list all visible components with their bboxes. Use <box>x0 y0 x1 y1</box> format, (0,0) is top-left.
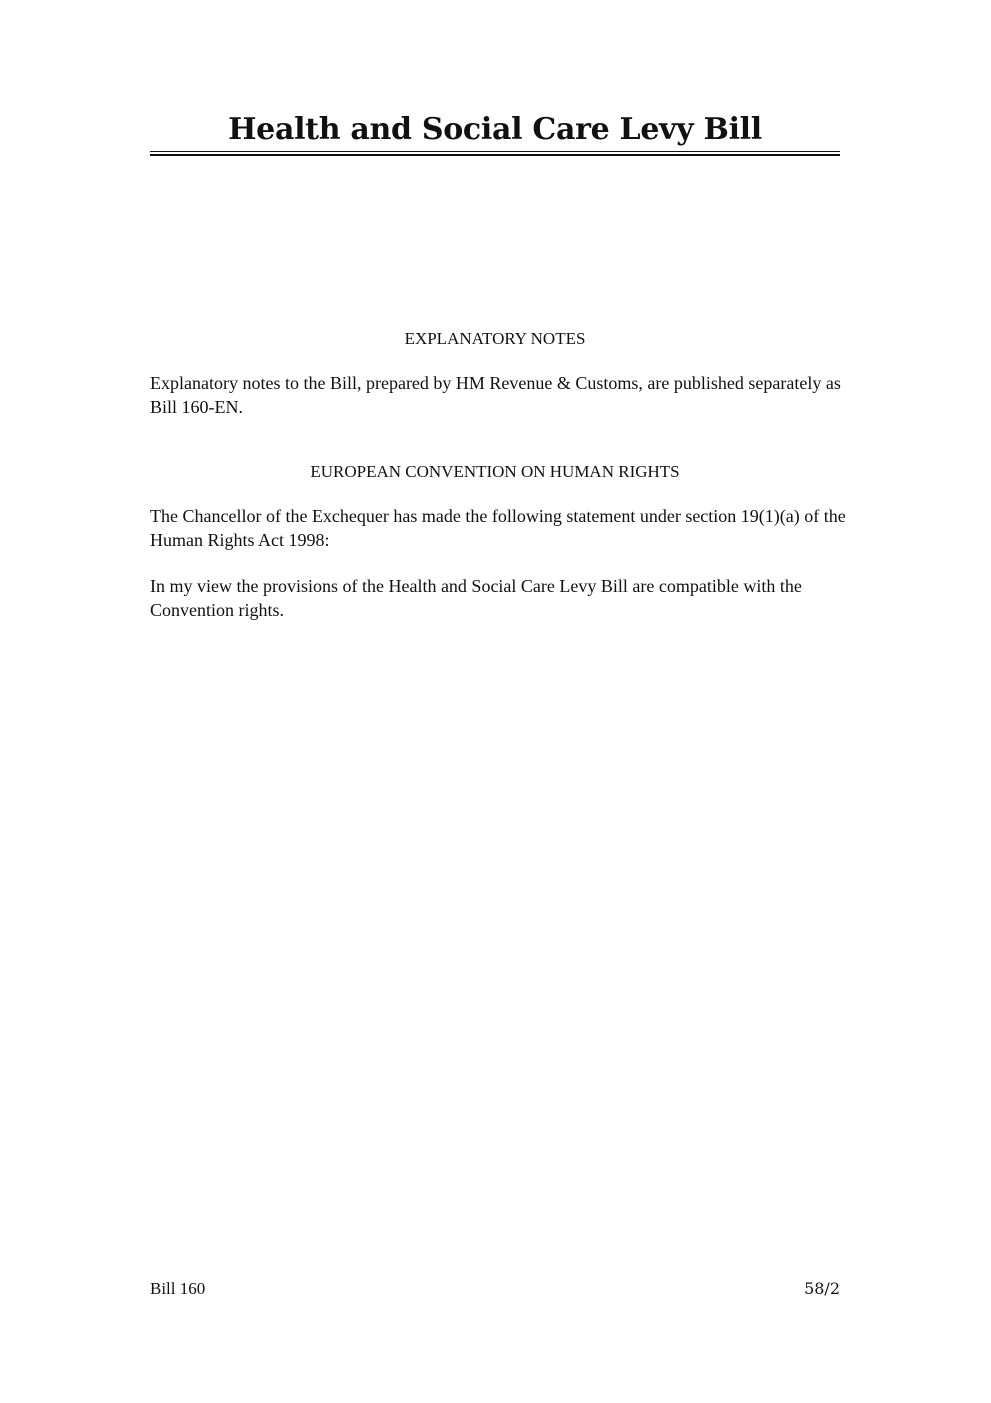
title-rule-thin <box>150 151 840 152</box>
explanatory-notes-heading: EXPLANATORY NOTES <box>404 329 586 348</box>
explanatory-notes-paragraph: Explanatory notes to the Bill, prepared by HM Revenue & Customs, are published separately as Bill 160-EN. <box>150 373 841 417</box>
title-rule-thick <box>150 154 840 156</box>
echr-statement-intro: The Chancellor of the Exchequer has made the following statement under section 19(1)(a) of the Human Rights Act 1998: <box>150 506 846 550</box>
echr-heading: EUROPEAN CONVENTION ON HUMAN RIGHTS <box>310 462 680 481</box>
document-title: Health and Social Care Levy Bill <box>228 112 762 147</box>
echr-statement: In my view the provisions of the Health and Social Care Levy Bill are compatible with the Convention rights. <box>150 576 802 620</box>
footer-print-reference: 58/2 <box>804 1279 840 1298</box>
footer-bill-number: Bill 160 <box>150 1279 206 1298</box>
